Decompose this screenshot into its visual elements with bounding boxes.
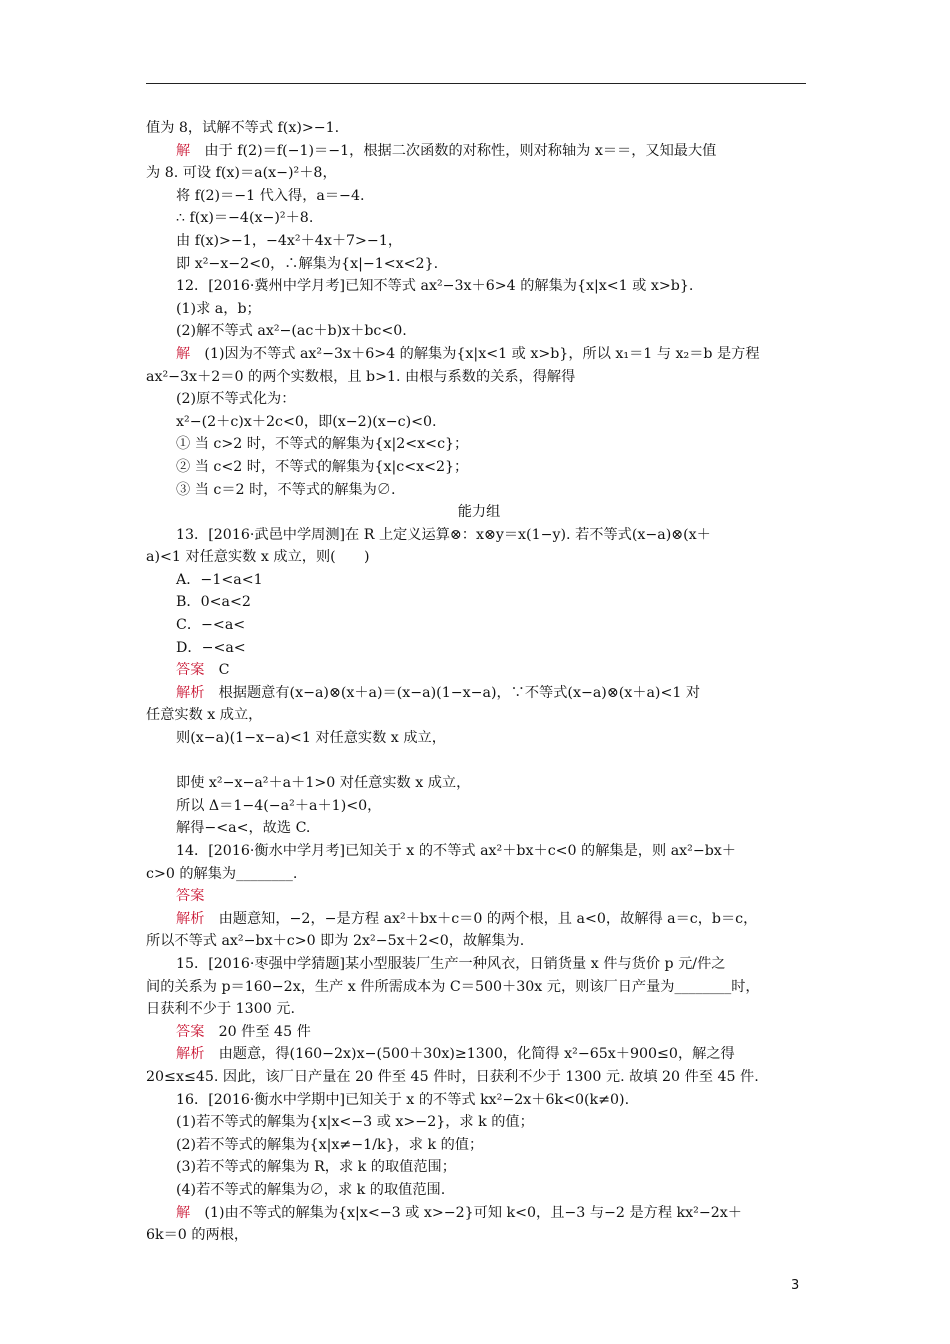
text-line: 20≤x≤45. 因此，该厂日产量在 20 件至 45 件时，日获利不少于 1300 元. 故填 20 件至 45 件.: [146, 1068, 759, 1085]
solution-marker: 解: [176, 142, 191, 159]
question-16: 16．[2016·衡水中学期中]已知关于 x 的不等式 kx²−2x＋6k<0(k≠0).: [176, 1091, 630, 1108]
blank-line: [146, 750, 812, 773]
text-line: (4)若不等式的解集为∅，求 k 的取值范围.: [176, 1181, 446, 1198]
answer-line: [146, 885, 812, 908]
option-c: C．−<a<: [176, 617, 246, 634]
text-line: 解 由于 f(2)＝f(−1)＝−1，根据二次函数的对称性，则对称轴为 x＝＝，又知最大值: [176, 142, 717, 159]
analysis-marker: 解析: [176, 1046, 205, 1063]
text-line: (2)原不等式化为：: [176, 391, 296, 408]
text-line: 任意实数 x 成立，: [146, 707, 263, 724]
text-line: 由 f(x)>−1，−4x²＋4x＋7>−1，: [176, 232, 403, 249]
text-line: 为 8. 可设 f(x)＝a(x−)²＋8，: [146, 165, 337, 182]
solution-marker: 解: [176, 345, 191, 362]
answer-line: 答案 C: [176, 662, 230, 679]
text-line: 间的关系为 p＝160−2x，生产 x 件所需成本为 C＝500＋30x 元，则该厂日产量为________时，: [146, 978, 760, 995]
section-heading: 能力组: [457, 504, 501, 521]
answer-marker: 答案: [176, 888, 205, 905]
text-line: 解 (1)由不等式的解集为{x|x<−3 或 x>−2}可知 k<0，且−3 与−2 是方程 kx²−2x＋: [176, 1204, 742, 1221]
page-number: 3: [791, 1278, 800, 1293]
text-line: 即 x²−x−2<0，∴解集为{x|−1<x<2}.: [176, 255, 439, 272]
question-13: 13．[2016·武邑中学周测]在 R 上定义运算⊗：x⊗y＝x(1−y). 若不等式(x−a)⊗(x＋: [176, 526, 711, 543]
text-line: ② 当 c<2 时，不等式的解集为{x|c<x<2}；: [176, 458, 469, 475]
text-line: (3)若不等式的解集为 R，求 k 的取值范围；: [176, 1159, 456, 1176]
text-line: ① 当 c>2 时，不等式的解集为{x|2<x<c}；: [176, 436, 469, 453]
header-rule: [146, 83, 806, 84]
text-line: a)<1 对任意实数 x 成立，则( ): [146, 549, 370, 566]
text-line: ax²−3x＋2＝0 的两个实数根，且 b>1. 由根与系数的关系，得解得: [146, 368, 576, 385]
answer-marker: 答案: [176, 662, 205, 679]
text-line: 解析 根据题意有(x−a)⊗(x＋a)＝(x−a)(1−x−a)，∵不等式(x−a)⊗(x＋a)<1 对: [176, 684, 701, 701]
option-b: B．0<a<2: [176, 594, 251, 611]
answer-marker: 答案: [176, 1023, 205, 1040]
text-line: 值为 8，试解不等式 f(x)>−1.: [146, 120, 340, 136]
option-a: A．−1<a<1: [176, 571, 263, 588]
text-line: 解得−<a<，故选 C.: [176, 820, 311, 837]
question-15: 15．[2016·枣强中学猜题]某小型服装厂生产一种风衣，日销货量 x 件与货价 p 元/件之: [176, 955, 726, 972]
text-line: 6k＝0 的两根，: [146, 1227, 249, 1244]
answer-line: 答案 20 件至 45 件: [176, 1023, 311, 1040]
document-body: [146, 117, 812, 1247]
analysis-marker: 解析: [176, 684, 205, 701]
text-line: 将 f(2)＝−1 代入得，a＝−4.: [176, 187, 365, 204]
text-line: 则(x−a)(1−x−a)<1 对任意实数 x 成立，: [176, 730, 446, 747]
text-line: 即使 x²−x−a²＋a＋1>0 对任意实数 x 成立，: [176, 775, 471, 792]
text-line: 解 (1)因为不等式 ax²−3x＋6>4 的解集为{x|x<1 或 x>b}，所以 x₁＝1 与 x₂＝b 是方程: [176, 345, 760, 362]
solution-marker: 解: [176, 1204, 191, 1221]
question-14: 14．[2016·衡水中学月考]已知关于 x 的不等式 ax²＋bx＋c<0 的解集是，则 ax²−bx＋: [176, 843, 736, 859]
text-line: (2)若不等式的解集为{x|x≠−1/k}，求 k 的值；: [176, 1136, 484, 1153]
analysis-marker: 解析: [176, 910, 205, 927]
text-line: ③ 当 c＝2 时，不等式的解集为∅.: [176, 481, 396, 498]
text-line: c>0 的解集为________.: [146, 865, 298, 882]
text-line: 日获利不少于 1300 元.: [146, 1001, 295, 1018]
text-line: ∴ f(x)＝−4(x−)²＋8.: [176, 210, 314, 227]
text-line: (1)若不等式的解集为{x|x<−3 或 x>−2}，求 k 的值；: [176, 1114, 534, 1131]
text-line: 所以 Δ＝1−4(−a²＋a＋1)<0，: [176, 797, 382, 814]
text-line: x²−(2＋c)x＋2c<0，即(x−2)(x−c)<0.: [176, 413, 437, 430]
text-line: (2)解不等式 ax²−(ac＋b)x＋bc<0.: [176, 323, 407, 340]
text-line: 所以不等式 ax²−bx＋c>0 即为 2x²−5x＋2<0，故解集为.: [146, 933, 525, 950]
question-12: 12．[2016·冀州中学月考]已知不等式 ax²−3x＋6>4 的解集为{x|x<1 或 x>b}.: [176, 278, 694, 295]
text-line: (1)求 a，b；: [176, 300, 261, 317]
option-d: D．−<a<: [176, 639, 246, 656]
text-line: 解析 由题意，得(160−2x)x−(500＋30x)≥1300，化简得 x²−65x＋900≤0，解之得: [176, 1046, 735, 1063]
text-line: 解析 由题意知，−2，−是方程 ax²＋bx＋c＝0 的两个根，且 a<0，故解得 a＝c，b＝c，: [176, 910, 758, 927]
